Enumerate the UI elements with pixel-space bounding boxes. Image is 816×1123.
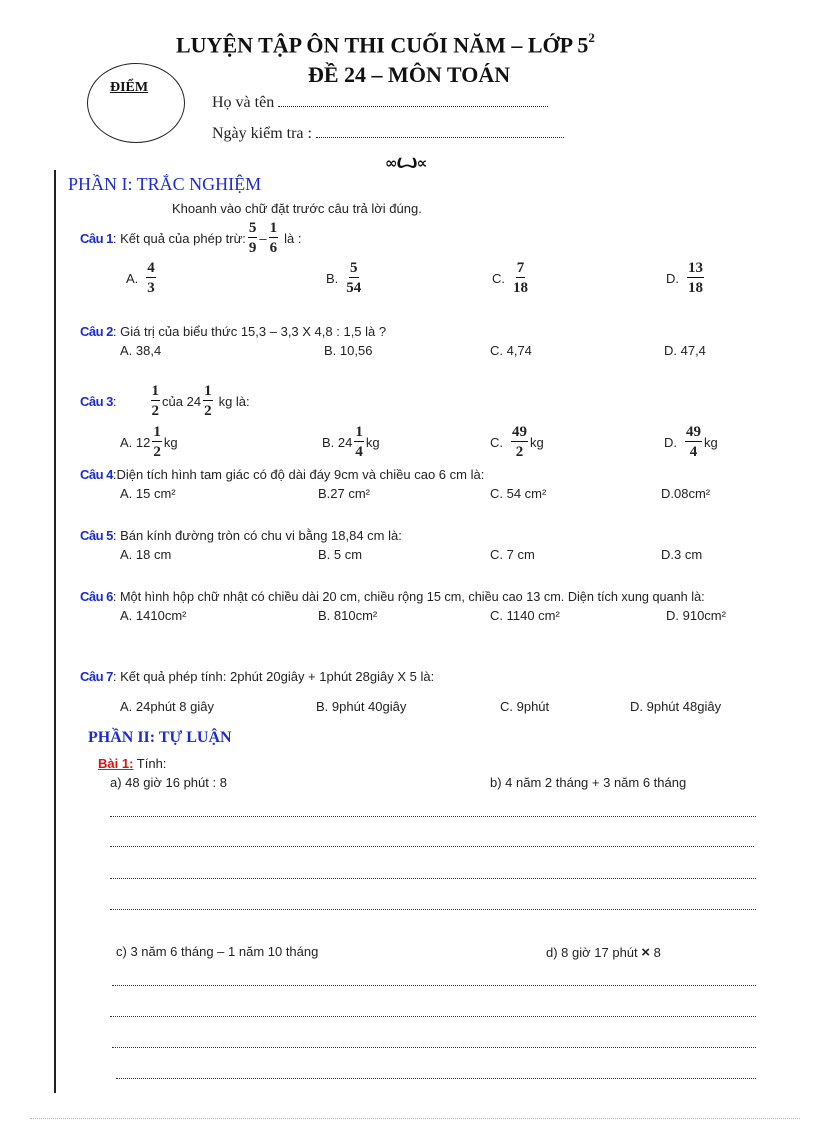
q6-option-a[interactable]: A. 1410cm² xyxy=(120,608,187,623)
part1-instruction: Khoanh vào chữ đặt trước câu trả lời đúng. xyxy=(172,201,422,216)
q7-option-a[interactable]: A. 24phút 8 giây xyxy=(120,699,214,714)
option-letter: D. xyxy=(664,434,677,450)
multiply-icon: × xyxy=(641,944,651,961)
question-2-text: : Giá trị của biểu thức 15,3 – 3,3 X 4,8 : 1,5 là ? xyxy=(112,324,387,339)
option-letter: A. xyxy=(126,270,139,286)
option-unit: kg xyxy=(365,434,380,450)
numerator: 13 xyxy=(688,260,703,276)
numerator: 1 xyxy=(153,424,161,440)
option-fraction xyxy=(685,424,702,460)
question-3-label: Câu 3 xyxy=(80,393,113,409)
option-unit: kg xyxy=(163,434,178,450)
q6-option-c[interactable]: C. 1140 cm² xyxy=(490,608,560,623)
option-fraction xyxy=(511,424,528,460)
question-7-label: Câu 7 xyxy=(80,669,113,684)
numerator: 5 xyxy=(350,260,358,276)
denominator: 54 xyxy=(346,280,362,296)
denominator: 9 xyxy=(248,240,257,256)
answer-line[interactable] xyxy=(110,1016,756,1017)
option-fraction xyxy=(687,260,704,296)
answer-line[interactable] xyxy=(110,816,756,817)
question-7 xyxy=(80,669,434,684)
question-1-fraction-b xyxy=(269,220,279,256)
q3-option-a[interactable] xyxy=(120,424,178,460)
q3-option-d[interactable] xyxy=(664,424,718,460)
page-bottom-border xyxy=(30,1118,800,1119)
title-superscript: 2 xyxy=(588,30,595,45)
question-3 xyxy=(80,383,250,419)
numerator: 7 xyxy=(516,260,525,276)
question-3-colon: : xyxy=(112,393,117,409)
answer-line[interactable] xyxy=(112,985,756,986)
question-5 xyxy=(80,528,402,543)
denominator: 4 xyxy=(355,444,363,460)
option-fraction xyxy=(346,260,361,296)
option-unit: kg xyxy=(704,434,718,450)
exercise-d xyxy=(546,944,661,961)
denominator: 6 xyxy=(269,240,278,256)
q2-option-b[interactable]: B. 10,56 xyxy=(324,343,373,358)
option-fraction xyxy=(152,424,162,460)
date-field[interactable] xyxy=(212,125,564,143)
name-label: Họ và tên xyxy=(212,94,275,111)
name-field[interactable] xyxy=(212,94,548,112)
option-fraction xyxy=(513,260,528,296)
q4-option-a[interactable]: A. 15 cm² xyxy=(120,486,176,501)
score-box xyxy=(87,63,185,143)
denominator: 2 xyxy=(151,403,160,419)
option-unit: kg xyxy=(530,434,544,450)
exercise-d-text: d) 8 giờ 17 phút xyxy=(546,945,638,960)
bai1-heading xyxy=(98,756,166,771)
question-3-tail: kg là: xyxy=(218,393,250,409)
option-fraction xyxy=(146,260,156,296)
denominator: 18 xyxy=(688,280,703,296)
question-2-label: Câu 2 xyxy=(80,324,113,339)
question-1-operator: – xyxy=(259,230,267,246)
title-line2: ĐỀ 24 – MÔN TOÁN xyxy=(308,62,511,87)
q5-option-b[interactable]: B. 5 cm xyxy=(318,547,363,562)
q2-option-a[interactable]: A. 38,4 xyxy=(120,343,162,358)
answer-line[interactable] xyxy=(116,1078,756,1079)
answer-line[interactable] xyxy=(110,846,754,847)
question-5-label: Câu 5 xyxy=(80,528,113,543)
bai1-label: Bài 1: xyxy=(98,756,134,771)
ornament-icon: ∞Ꙍ∝ xyxy=(385,154,427,172)
q5-option-d[interactable]: D.3 cm xyxy=(661,547,703,562)
title-text: LUYỆN TẬP ÔN THI CUỐI NĂM – LỚP 5 xyxy=(176,32,589,58)
option-fraction xyxy=(354,424,364,460)
q3-option-b[interactable] xyxy=(322,424,380,460)
score-label: ĐIỂM xyxy=(110,80,149,95)
question-6-text: : Một hình hộp chữ nhật có chiều dài 20 cm, chiều rộng 15 cm, chiều cao 13 cm. Diện tích xung quanh là: xyxy=(112,590,705,604)
q5-option-c[interactable]: C. 7 cm xyxy=(490,547,535,562)
q1-option-b[interactable] xyxy=(326,260,363,296)
q3-option-c[interactable] xyxy=(490,424,544,460)
q2-option-d[interactable]: D. 47,4 xyxy=(664,343,706,358)
option-letter: B. xyxy=(326,270,339,286)
q6-option-d[interactable]: D. 910cm² xyxy=(666,608,726,623)
question-1-label: Câu 1 xyxy=(80,230,113,246)
question-1-fraction-a xyxy=(248,220,258,256)
numerator: 5 xyxy=(248,220,257,236)
q6-option-b[interactable]: B. 810cm² xyxy=(318,608,378,623)
answer-line[interactable] xyxy=(112,1047,756,1048)
denominator: 2 xyxy=(204,403,212,419)
question-6-label: Câu 6 xyxy=(80,589,113,604)
exercise-a: a) 48 giờ 16 phút : 8 xyxy=(110,775,227,790)
date-label: Ngày kiểm tra : xyxy=(212,125,312,142)
answer-line[interactable] xyxy=(110,878,756,879)
numerator: 1 xyxy=(151,383,160,399)
name-dotted-line xyxy=(278,94,548,107)
option-letter: A. 12 xyxy=(120,434,151,450)
question-7-text: : Kết quả phép tính: 2phút 20giây + 1phút 28giây X 5 là: xyxy=(112,669,435,684)
option-letter: C. xyxy=(490,434,503,450)
question-4 xyxy=(80,467,484,482)
bai1-text: Tính: xyxy=(136,756,167,771)
exercise-c: c) 3 năm 6 tháng – 1 năm 10 tháng xyxy=(116,944,319,959)
q7-option-d[interactable]: D. 9phút 48giây xyxy=(630,699,722,714)
denominator: 4 xyxy=(689,444,698,460)
question-4-text: :Diện tích hình tam giác có độ dài đáy 9cm và chiều cao 6 cm là: xyxy=(112,467,485,482)
q7-option-b[interactable]: B. 9phút 40giây xyxy=(316,699,407,714)
question-4-label: Câu 4 xyxy=(80,467,113,482)
margin-line xyxy=(54,170,56,1093)
q4-option-b[interactable]: B.27 cm² xyxy=(318,486,371,501)
question-6 xyxy=(80,589,705,604)
question-3-mid: của 24 xyxy=(162,393,202,409)
q5-option-a[interactable]: A. 18 cm xyxy=(120,547,172,562)
denominator: 18 xyxy=(513,280,528,296)
denominator: 2 xyxy=(153,444,161,460)
option-letter: C. xyxy=(492,270,505,286)
q4-option-d[interactable]: D.08cm² xyxy=(661,486,711,501)
part1-title: PHẦN I: TRẮC NGHIỆM xyxy=(68,174,262,194)
exercise-d-number: 8 xyxy=(653,945,661,960)
question-1 xyxy=(80,220,302,256)
numerator: 4 xyxy=(147,260,155,276)
answer-line[interactable] xyxy=(110,909,756,910)
option-letter: D. xyxy=(666,270,679,286)
date-dotted-line xyxy=(316,125,564,138)
q4-option-c[interactable]: C. 54 cm² xyxy=(490,486,547,501)
question-3-mixed-fraction xyxy=(203,383,213,419)
numerator: 1 xyxy=(269,220,278,236)
denominator: 3 xyxy=(147,280,155,296)
question-5-text: : Bán kính đường tròn có chu vi bằng 18,84 cm là: xyxy=(112,528,402,543)
denominator: 2 xyxy=(515,444,524,460)
question-1-tail: là : xyxy=(284,230,302,246)
question-3-fraction xyxy=(151,383,161,419)
title-line1 xyxy=(176,32,595,58)
numerator: 49 xyxy=(512,424,527,440)
q1-option-a[interactable] xyxy=(126,260,158,296)
q1-option-d[interactable] xyxy=(666,260,706,296)
numerator: 49 xyxy=(686,424,701,440)
q2-option-c[interactable]: C. 4,74 xyxy=(490,343,532,358)
question-2 xyxy=(80,324,386,339)
part2-title: PHẦN II: TỰ LUẬN xyxy=(88,729,232,746)
q7-option-c[interactable]: C. 9phút xyxy=(500,699,550,714)
q1-option-c[interactable] xyxy=(492,260,530,296)
numerator: 1 xyxy=(204,383,212,399)
option-letter: B. 24 xyxy=(322,434,353,450)
numerator: 1 xyxy=(355,424,363,440)
exercise-b: b) 4 năm 2 tháng + 3 năm 6 tháng xyxy=(490,775,687,790)
question-1-text: : Kết quả của phép trừ: xyxy=(112,230,246,246)
